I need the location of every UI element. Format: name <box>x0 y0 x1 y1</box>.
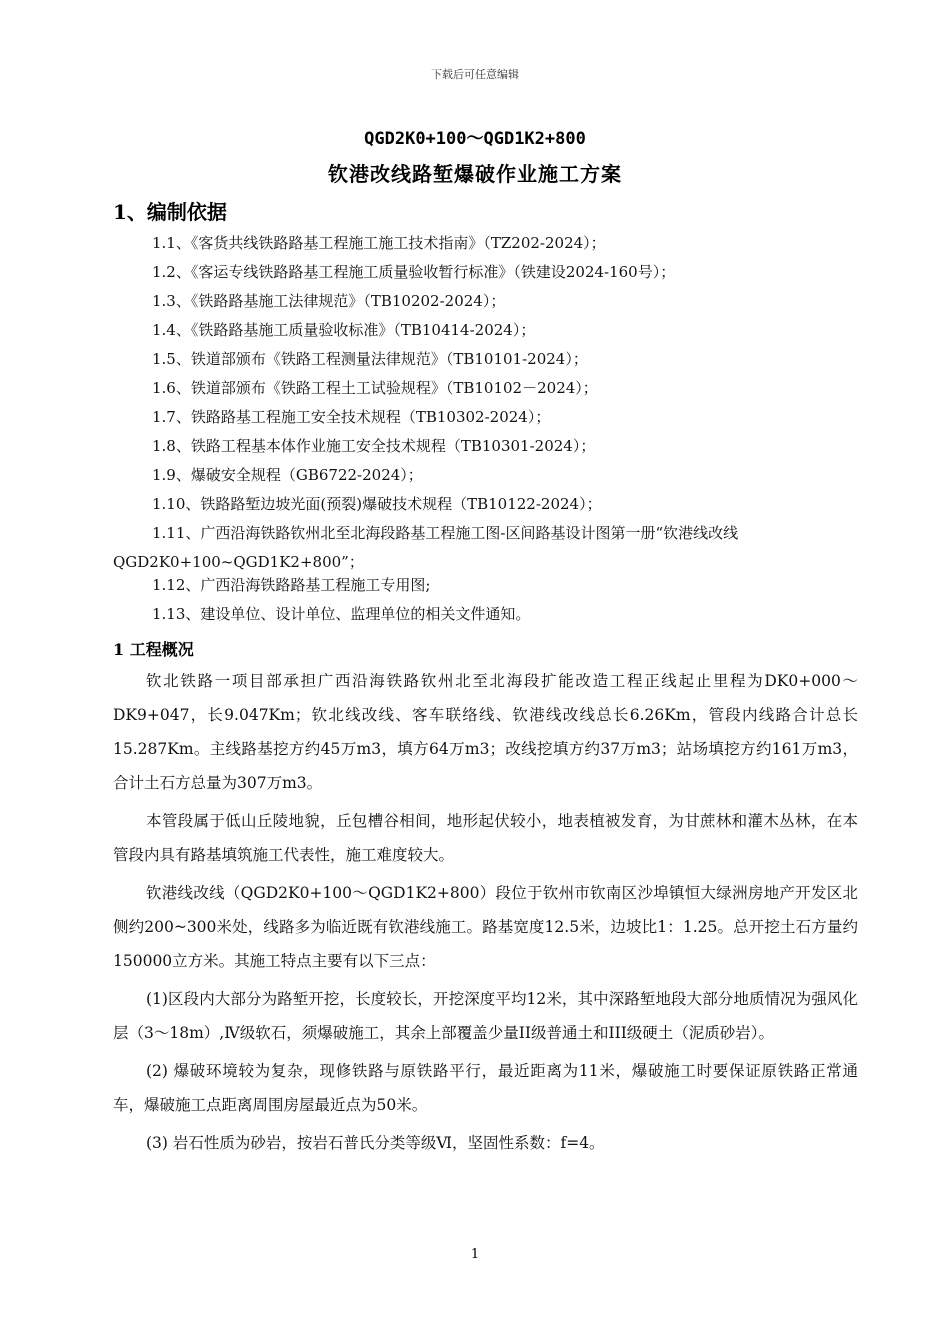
paragraph: (2) 爆破环境较为复杂，现修铁路与原铁路平行，最近距离为11米，爆破施工时要保证原铁路正常通车，爆破施工点距离周围房屋最近点为50米。 <box>113 1062 858 1114</box>
basis-item: 1.5、铁道部颁布《铁路工程测量法律规范》（TB10101-2024）； <box>152 350 588 368</box>
paragraph: 钦港线改线（QGD2K0+100～QGD1K2+800）段位于钦州市钦南区沙埠镇恒大绿洲房地产开发区北侧约200~300米处，线路多为临近既有钦港线施工。路基宽度12.5米，边坡比1：1.25。总开挖土石方量约150000立方米。其施工特点主要有以下三点： <box>113 884 858 970</box>
basis-item: 1.12、广西沿海铁路路基工程施工专用图; <box>152 576 431 594</box>
paragraph: (1)区段内大部分为路堑开挖，长度较长，开挖深度平均12米，其中深路堑地段大部分地质情况为强风化层（3～18m）,Ⅳ级软石，须爆破施工，其余上部覆盖少量II级普通土和III级硬土（泥质砂岩）。 <box>113 990 858 1042</box>
document-title-line2: 钦港改线路堑爆破作业施工方案 <box>328 162 622 186</box>
basis-item: 1.11、广西沿海铁路钦州北至北海段路基工程施工图-区间路基设计图第一册“钦港线改线QGD2K0+100~QGD1K2+800”； <box>113 524 739 571</box>
basis-item: 1.2、《客运专线铁路路基工程施工质量验收暂行标准》（铁建设2024-160号）； <box>152 263 676 281</box>
overview-body <box>113 664 858 1164</box>
basis-item: 1.8、铁路工程基本体作业施工安全技术规程（TB10301-2024）； <box>152 437 596 455</box>
section-heading-basis: 1、编制依据 <box>113 200 227 224</box>
paragraph: 钦北铁路一项目部承担广西沿海铁路钦州北至北海段扩能改造工程正线起止里程为DK0+000～DK9+047，长9.047Km；钦北线改线、客车联络线、钦港线改线总长6.26Km，管段内线路合计总长15.287Km。主线路基挖方约45万m3，填方64万m3；改线挖填方约37万m3；站场填挖方约161万m3，合计土石方总量为307万m3。 <box>113 672 858 792</box>
basis-item: 1.7、铁路路基工程施工安全技术规程（TB10302-2024）； <box>152 408 551 426</box>
basis-list <box>113 229 848 577</box>
basis-item: 1.4、《铁路路基施工质量验收标准》（TB10414-2024）； <box>152 321 536 339</box>
section-heading-overview: 1 工程概况 <box>113 640 194 659</box>
basis-item: 1.3、《铁路路基施工法律规范》（TB10202-2024）； <box>152 292 506 310</box>
page-number: 1 <box>470 1247 480 1262</box>
basis-list-continued <box>113 571 848 629</box>
paragraph: (3) 岩石性质为砂岩，按岩石普氏分类等级Ⅵ，坚固性系数：f=4。 <box>146 1134 605 1152</box>
basis-item: 1.6、铁道部颁布《铁路工程土工试验规程》（TB10102－2024）； <box>152 379 598 397</box>
header-note: 下载后可任意编辑 <box>431 68 519 81</box>
basis-item: 1.13、建设单位、设计单位、监理单位的相关文件通知。 <box>152 605 531 623</box>
paragraph: 本管段属于低山丘陵地貌，丘包槽谷相间，地形起伏较小，地表植被发育，为甘蔗林和灌木丛林，在本管段内具有路基填筑施工代表性，施工难度较大。 <box>113 812 858 864</box>
document-title-line1: QGD2K0+100～QGD1K2+800 <box>364 129 586 149</box>
basis-item: 1.10、铁路路堑边坡光面(预裂)爆破技术规程（TB10122-2024）； <box>152 495 602 513</box>
basis-item: 1.9、爆破安全规程（GB6722-2024）； <box>152 466 423 484</box>
basis-item: 1.1、《客货共线铁路路基工程施工施工技术指南》（TZ202-2024）； <box>152 234 606 252</box>
